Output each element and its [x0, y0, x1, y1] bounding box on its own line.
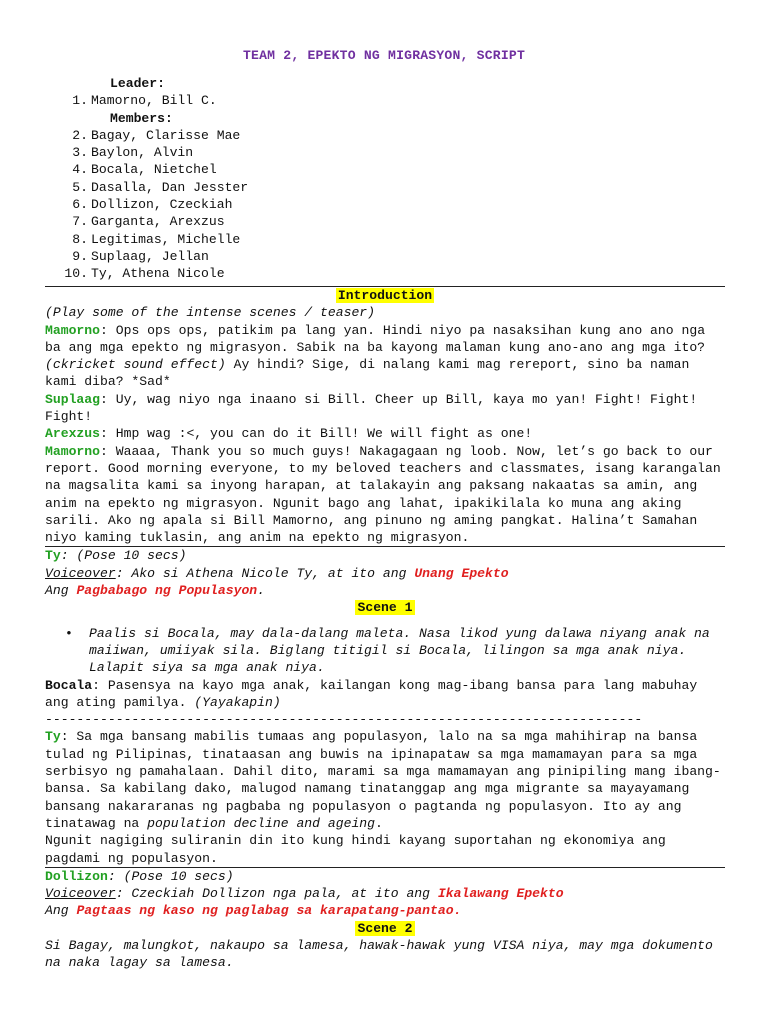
member-name: Baylon, Alvin	[91, 145, 194, 161]
members-label: Members:	[110, 110, 173, 126]
speaker-name: Ty	[45, 729, 61, 745]
dialogue-text: : Ops ops ops, patikim pa lang yan. Hindi niyo pa nasaksihan kung ano ano nga ba ang mga epekto ng migrasyon. Sabik na ba kayong malaman kung ano-ano ang mga ito?	[45, 322, 706, 355]
script-body	[45, 286, 725, 972]
dialogue-text: : Sa mga bansang mabilis tumaas ang populasyon, lalo na sa mga mahihirap na bansa tulad ng Pilipinas, tinataasan ang buwis na ipinapataw sa mga mamamayan para sa mga serbisyo ng pamahalaan. Dahil dito, marami sa mga mamamayan ang pinipiling mang ibang-bansa. Sa kabilang dako, malugod namang tinatanggap ang mga migrante sa mayayamang bansang nakararanas ng pagbaba ng populasyon o pagtanda ng populasyon. Ito ay ang tinatawag na	[45, 729, 721, 831]
list-number: 1.	[72, 93, 88, 109]
dialogue-line	[45, 425, 725, 442]
team-roster	[64, 75, 664, 283]
dialogue-line	[45, 443, 725, 547]
bullet-icon: •	[65, 625, 73, 641]
effect-title-line	[45, 582, 725, 599]
scene-description: Paalis si Bocala, may dala-dalang maleta. Nasa likod yung dalawa niyang anak na maiiwan, umiiyak sila. Biglang titigil si Bocala, lilingon sa mga anak niya. Lalapit siya sa mga anak niya.	[89, 625, 710, 676]
list-item	[64, 213, 664, 230]
leader-label: Leader:	[110, 76, 166, 91]
list-item	[64, 248, 664, 265]
speaker-name: Suplaag	[45, 391, 101, 407]
list-item	[64, 127, 664, 144]
list-number: 7.	[72, 214, 88, 230]
voiceover-line	[45, 565, 725, 582]
list-item	[64, 265, 664, 282]
scene-heading: Scene 2	[357, 920, 413, 936]
effect-prefix: Ang	[45, 903, 77, 919]
voiceover-line	[45, 885, 725, 902]
list-item	[64, 144, 664, 161]
dialogue-line	[45, 868, 725, 885]
section-heading-introduction: Introduction	[337, 288, 433, 303]
stage-direction: : (Pose 10 secs)	[60, 548, 187, 564]
member-name: Garganta, Arexzus	[91, 214, 225, 230]
list-item	[64, 179, 664, 196]
voiceover-label: Voiceover	[45, 886, 116, 902]
dialogue-text: Ngunit nagiging suliranin din ito kung hindi kayang suportahan ng ekonomiya ang pagdami ng populasyon.	[45, 833, 666, 866]
effect-number: Ikalawang Epekto	[437, 886, 564, 902]
member-name: Suplaag, Jellan	[91, 248, 209, 264]
dialogue-line	[45, 677, 725, 712]
list-number: 5.	[72, 179, 88, 195]
list-number: 2.	[72, 127, 88, 143]
list-number: 4.	[72, 162, 88, 178]
voiceover-label: Voiceover	[45, 565, 116, 581]
effect-number: Unang Epekto	[414, 565, 509, 581]
dialogue-line	[45, 322, 725, 391]
effect-title-line	[45, 902, 725, 919]
list-number: 10.	[64, 266, 88, 282]
effect-title: Pagtaas ng kaso ng paglabag sa karapatang-pantao.	[76, 903, 462, 919]
voiceover-text: : Ako si Athena Nicole Ty, at ito ang	[115, 565, 415, 581]
member-name: Ty, Athena Nicole	[91, 266, 225, 282]
scene-heading: Scene 1	[357, 600, 413, 616]
dialogue-text: : Hmp wag :<, you can do it Bill! We will fight as one!	[100, 426, 533, 442]
member-name: Legitimas, Michelle	[91, 231, 241, 247]
term-italic: population decline and ageing	[147, 815, 376, 831]
member-name: Dollizon, Czeckiah	[91, 197, 233, 213]
stage-direction: (Play some of the intense scenes / teaser)	[45, 305, 376, 321]
effect-title: Pagbabago ng Populasyon	[76, 583, 258, 599]
dialogue-text: .	[375, 815, 383, 831]
voiceover-text: : Czeckiah Dollizon nga pala, at ito ang	[115, 886, 438, 902]
list-item	[45, 625, 725, 677]
list-number: 6.	[72, 197, 88, 213]
list-number: 9.	[72, 248, 88, 264]
list-item	[64, 231, 664, 248]
speaker-name: Mamorno	[45, 443, 101, 459]
dialogue-text: Ay hindi? Sige, di nalang kami mag rereport, sino ba naman kami diba? *Sad*	[45, 357, 690, 390]
dialogue-text: : Uy, wag niyo nga inaano si Bill. Cheer up Bill, kaya mo yan! Fight! Fight! Fight!	[45, 391, 698, 425]
dialogue-line	[45, 728, 725, 832]
dialogue-line	[45, 547, 725, 564]
dialogue-text: : Pasensya na kayo mga anak, kailangan kong mag-ibang bansa para lang mabuhay ang ating pamilya.	[45, 677, 698, 710]
speaker-name: Bocala	[45, 677, 93, 693]
member-name: Bocala, Nietchel	[91, 162, 217, 178]
scene-description: Si Bagay, malungkot, nakaupo sa lamesa, hawak-hawak yung VISA niya, may mga dokumento na naka lagay sa lamesa.	[45, 937, 713, 971]
dialogue-line	[45, 391, 725, 426]
member-name: Dasalla, Dan Jesster	[91, 179, 249, 195]
document-title: TEAM 2, EPEKTO NG MIGRASYON, SCRIPT	[242, 48, 525, 63]
speaker-name: Mamorno	[45, 322, 101, 338]
speaker-name: Ty	[45, 548, 61, 564]
member-name: Bagay, Clarisse Mae	[91, 127, 241, 143]
list-item	[64, 196, 664, 213]
speaker-name: Dollizon	[45, 868, 108, 884]
list-number: 3.	[72, 145, 88, 161]
member-name: Mamorno, Bill C.	[91, 93, 217, 109]
dialogue-text: : Waaaa, Thank you so much guys! Nakagagaan ng loob. Now, let’s go back to our report. Good morning everyone, to my beloved teachers and classmates, isang karangalan na magsalita kami sa inyong harapan, at talakayin ang paksang nakaatas sa amin, ang anim na epekto ng migrasyon. Ngunit bago ang lahat, ipakikilala ko muna ang aking sarili. Ako ng apala si Bill Mamorno, ang pinuno ng aming pangkat. Halina’t Samahan niyo kaming tuklasin, ang anim na epekto ng migrasyon.	[45, 443, 721, 546]
speaker-name: Arexzus	[45, 426, 101, 442]
effect-period: .	[257, 583, 266, 599]
stage-direction: (Yayakapin)	[194, 694, 281, 710]
stage-direction: : (Pose 10 secs)	[107, 868, 234, 884]
list-item	[64, 161, 664, 178]
stage-direction: (ckricket sound effect)	[45, 357, 226, 373]
list-number: 8.	[72, 231, 88, 247]
effect-prefix: Ang	[45, 583, 77, 599]
list-item	[64, 92, 664, 109]
dashed-separator: ----------------------------------------------------------------------------	[45, 712, 643, 728]
